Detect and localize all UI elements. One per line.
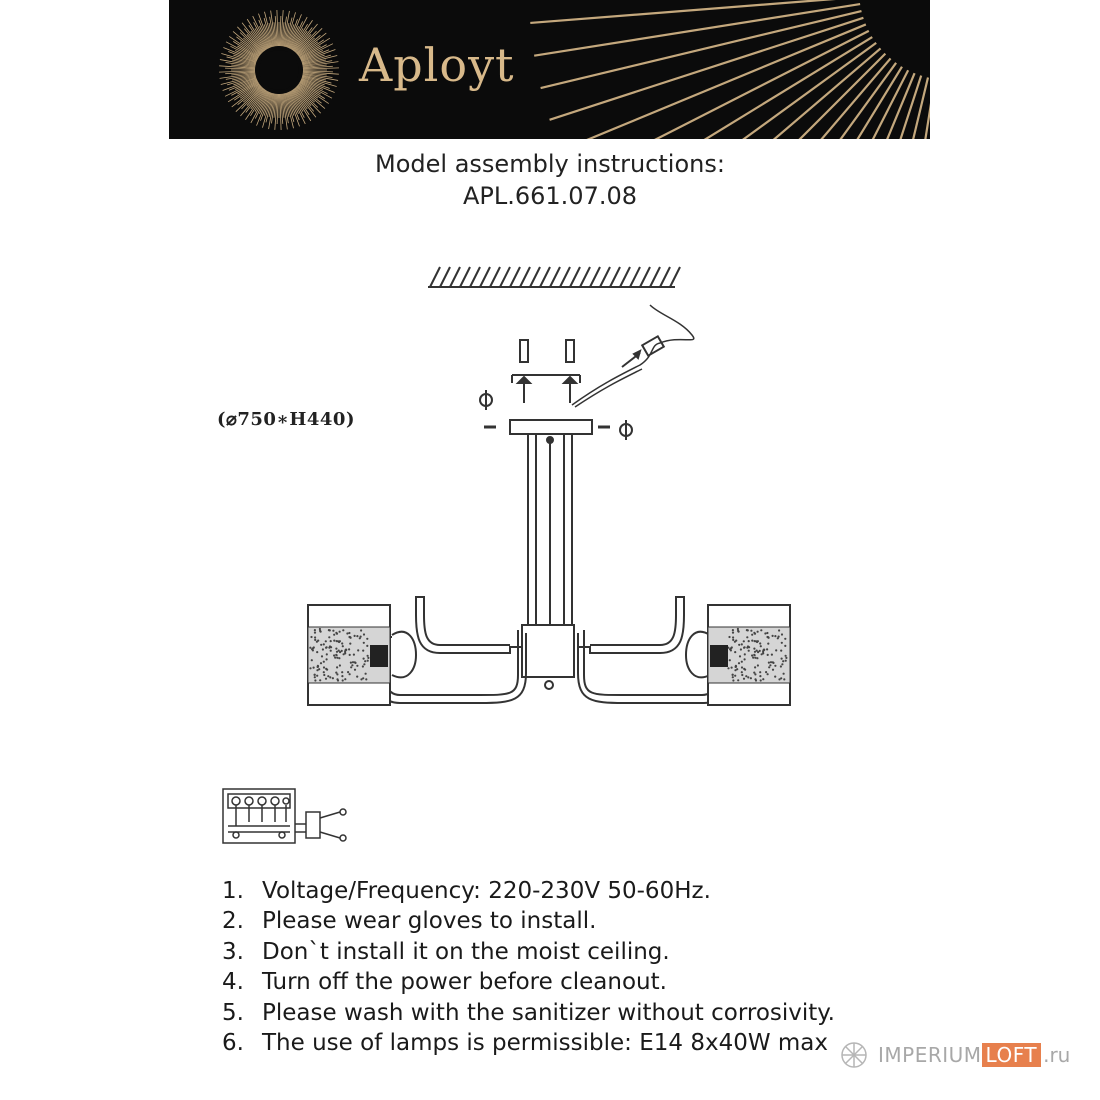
- mounting-plate: [510, 420, 592, 434]
- list-number: 4.: [222, 969, 244, 996]
- list-number: 1.: [222, 878, 244, 904]
- arm-right-outer: [578, 597, 684, 653]
- watermark: [834, 1040, 1070, 1070]
- watermark-logo-icon: [834, 1040, 874, 1070]
- list-text: Please wash with the sanitizer without corrosivity.: [262, 999, 835, 1026]
- list-text: Please wear gloves to install.: [262, 908, 597, 935]
- list-number: 2.: [222, 908, 244, 935]
- terminal-block: [642, 336, 664, 355]
- watermark-text: IMPERIUM: [878, 1043, 982, 1067]
- instructions-list: [222, 876, 835, 1058]
- sunburst-logo-icon: [169, 0, 930, 139]
- list-item: [222, 998, 835, 1028]
- watermark-domain: .ru: [1043, 1043, 1071, 1067]
- list-number: 5.: [222, 999, 244, 1026]
- watermark-accent-text: LOFT: [982, 1043, 1042, 1067]
- list-item: [222, 1028, 835, 1058]
- central-hub: [522, 625, 574, 677]
- list-text: Don`t install it on the moist ceiling.: [262, 938, 670, 965]
- power-wire: [572, 305, 694, 405]
- brand-name: Aployt: [359, 38, 515, 92]
- list-item: [222, 967, 835, 997]
- dimensions-label: (⌀750∗H440): [217, 409, 355, 430]
- shade-right: [708, 605, 790, 705]
- list-item: [222, 937, 835, 967]
- socket-right: [686, 632, 710, 678]
- document-title: Model assembly instructions:: [375, 150, 725, 178]
- wall-anchor-left: [520, 340, 528, 362]
- list-text: Turn off the power before cleanout.: [262, 969, 667, 996]
- arm-left-outer: [416, 597, 522, 653]
- wiring-diagram-icon: [222, 788, 352, 848]
- list-item: [222, 876, 835, 906]
- ceiling-hatch: [430, 267, 680, 287]
- list-number: 6.: [222, 1030, 244, 1057]
- shade-left: [308, 605, 390, 705]
- list-text: Voltage/Frequency: 220-230V 50-60Hz.: [262, 878, 711, 904]
- wall-anchor-right: [566, 340, 574, 362]
- socket-left: [392, 632, 416, 678]
- assembly-diagram: [300, 255, 810, 725]
- header-banner: [169, 0, 930, 139]
- list-text: The use of lamps is permissible: E14 8x40W max: [262, 1030, 828, 1057]
- arm-left: [382, 630, 518, 695]
- model-number: APL.661.07.08: [462, 182, 638, 210]
- list-number: 3.: [222, 938, 244, 965]
- list-item: [222, 906, 835, 936]
